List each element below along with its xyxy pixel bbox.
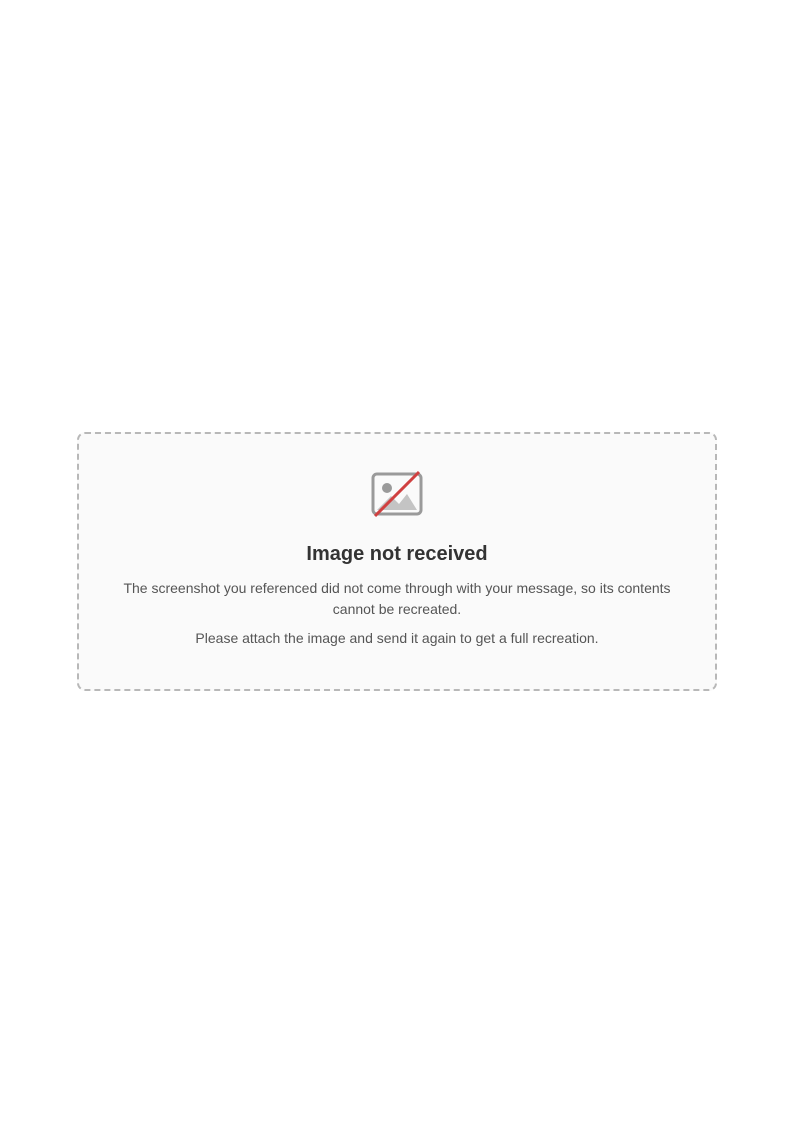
missing-image-notice <box>77 432 717 691</box>
missing-image-icon <box>369 466 425 522</box>
notice-title: Image not received <box>306 543 488 565</box>
notice-message: The screenshot you referenced did not come through with your message, so its contents cannot be recreated. <box>123 580 671 617</box>
notice-instruction: Please attach the image and send it again to get a full recreation. <box>195 630 599 646</box>
